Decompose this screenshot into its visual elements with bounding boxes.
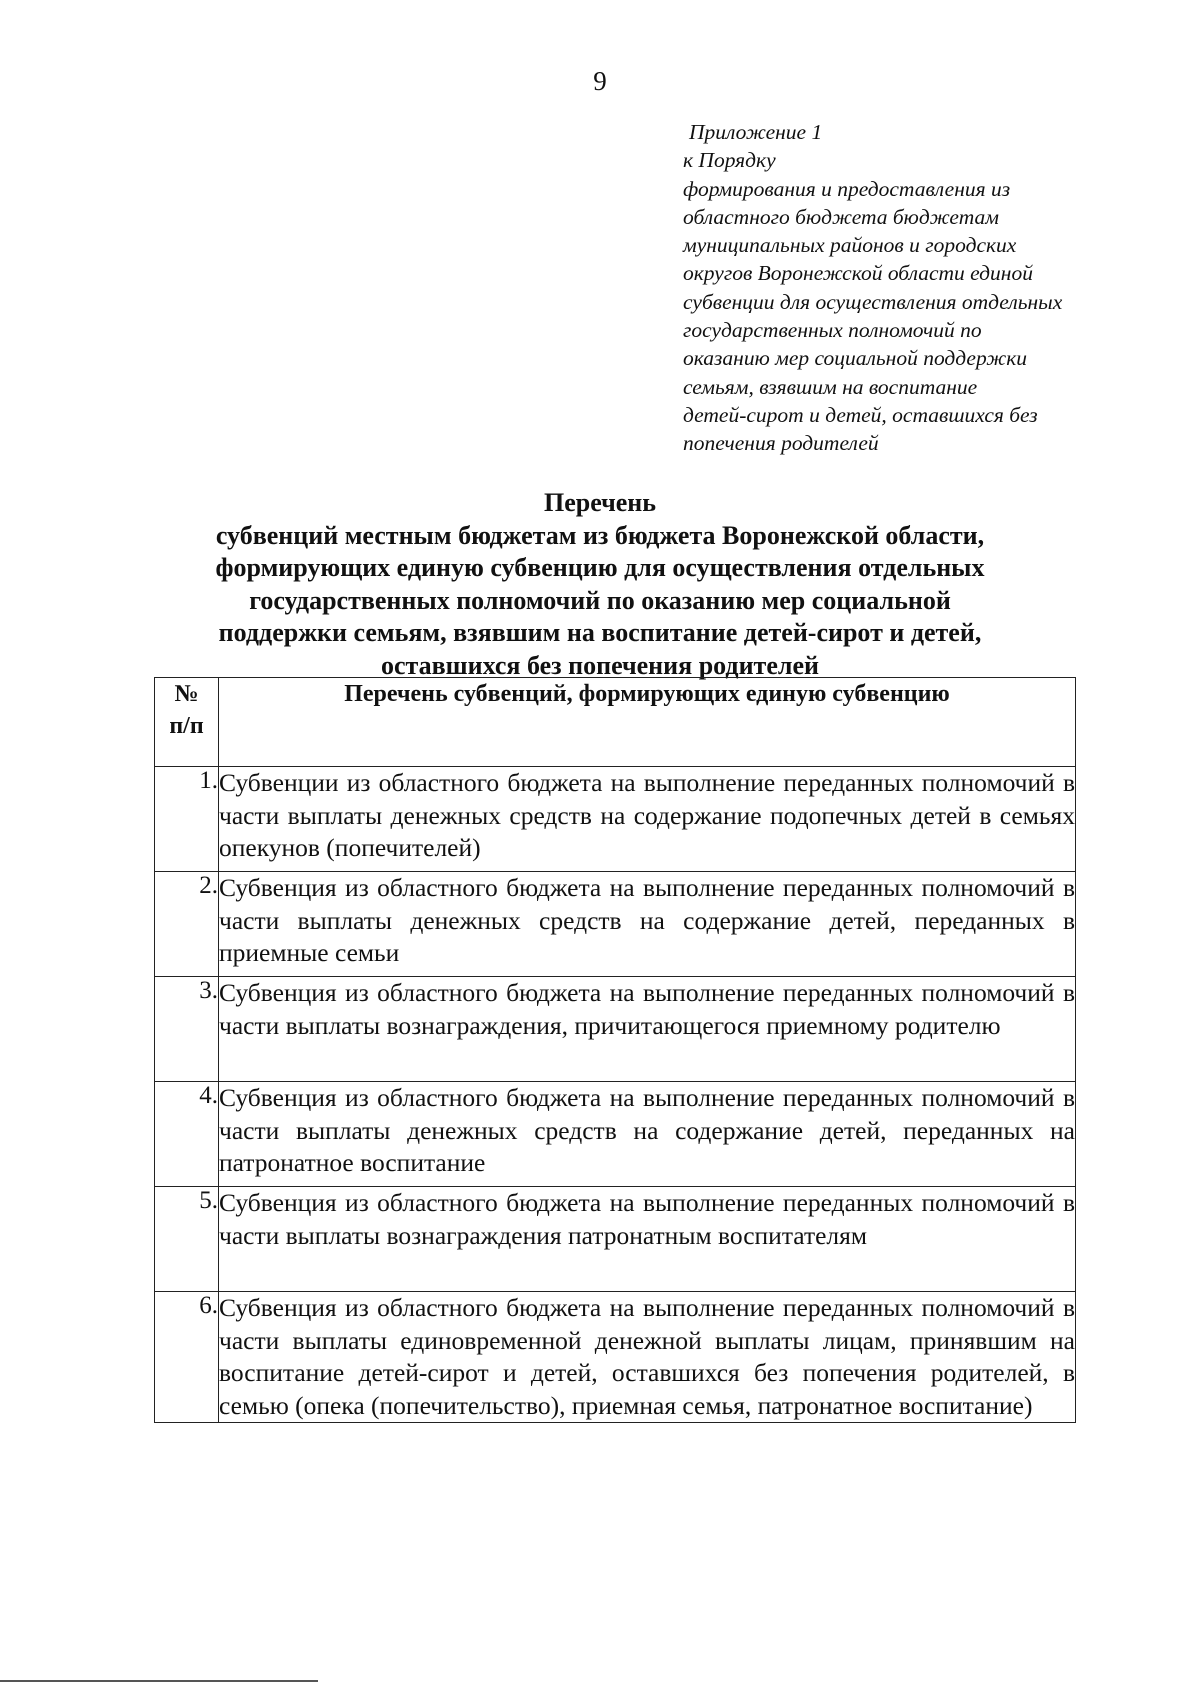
appendix-line: областного бюджета бюджетам (683, 204, 999, 229)
appendix-line: государственных полномочий по (683, 318, 982, 343)
document-title (150, 487, 1050, 682)
title-line: оставшихся без попечения родителей (381, 650, 819, 680)
row-number: 6. (155, 1292, 219, 1423)
row-text: Субвенция из областного бюджета на выполнение переданных полномочий в части выплаты единовременной денежной выплаты лицам, принявшим на воспитание детей-сирот и детей, оставшихся без попечения родителей, в семью (опека (попечительство), приемная семья, патронатное воспитание) (219, 1292, 1076, 1423)
title-line: государственных полномочий по оказанию мер социальной (249, 585, 951, 615)
table-header-row (155, 678, 1076, 767)
title-line: субвенций местным бюджетам из бюджета Воронежской области, (215, 520, 985, 550)
appendix-line: формирования и предоставления из (683, 176, 1011, 201)
table-row (155, 767, 1076, 872)
appendix-line: семьям, взявшим на воспитание (683, 374, 978, 399)
title-line: формирующих единую субвенцию для осуществления отдельных (215, 553, 985, 582)
row-text: Субвенция из областного бюджета на выполнение переданных полномочий в части выплаты денежных средств на содержание детей, переданных на патронатное воспитание (219, 1082, 1076, 1187)
row-text: Субвенция из областного бюджета на выполнение переданных полномочий в части выплаты вознаграждения, причитающегося приемному родителю (219, 977, 1076, 1082)
page-number: 9 (593, 66, 607, 96)
row-number: 5. (155, 1187, 219, 1292)
appendix-line: детей-сирот и детей, оставшихся без (683, 402, 1038, 427)
row-text: Субвенция из областного бюджета на выполнение переданных полномочий в части выплаты денежных средств на содержание детей, переданных в приемные семьи (219, 872, 1076, 977)
table-row (155, 1292, 1076, 1423)
appendix-line: муниципальных районов и городских (683, 233, 1017, 258)
row-number: 2. (155, 872, 219, 977)
footer-rule (0, 1680, 318, 1682)
table-row (155, 1187, 1076, 1292)
header-number (155, 678, 219, 767)
table-row (155, 872, 1076, 977)
appendix-line: округов Воронежской области единой (683, 261, 1033, 286)
appendix-line: Приложение 1 (689, 120, 823, 144)
subventions-table (154, 677, 1076, 1423)
appendix-reference (683, 118, 1153, 458)
title-line: поддержки семьям, взявшим на воспитание детей-сирот и детей, (218, 618, 982, 647)
table-row (155, 1082, 1076, 1187)
appendix-line: субвенции для осуществления отдельных (683, 289, 1063, 314)
row-number: 1. (155, 767, 219, 872)
row-text: Субвенция из областного бюджета на выполнение переданных полномочий в части выплаты вознаграждения патронатным воспитателям (219, 1187, 1076, 1292)
appendix-line: к Порядку (683, 148, 776, 173)
header-text: Перечень субвенций, формирующих единую субвенцию (219, 678, 1076, 767)
header-number-abbr: п/п (169, 713, 204, 739)
table-row (155, 977, 1076, 1082)
appendix-line: оказанию мер социальной поддержки (683, 346, 1027, 371)
title-line: Перечень (543, 488, 657, 517)
row-number: 4. (155, 1082, 219, 1187)
row-text: Субвенции из областного бюджета на выполнение переданных полномочий в части выплаты денежных средств на содержание подопечных детей в семьях опекунов (попечителей) (219, 767, 1076, 872)
row-number: 3. (155, 977, 219, 1082)
header-number-sign: № (174, 681, 199, 707)
appendix-line: попечения родителей (683, 431, 879, 456)
